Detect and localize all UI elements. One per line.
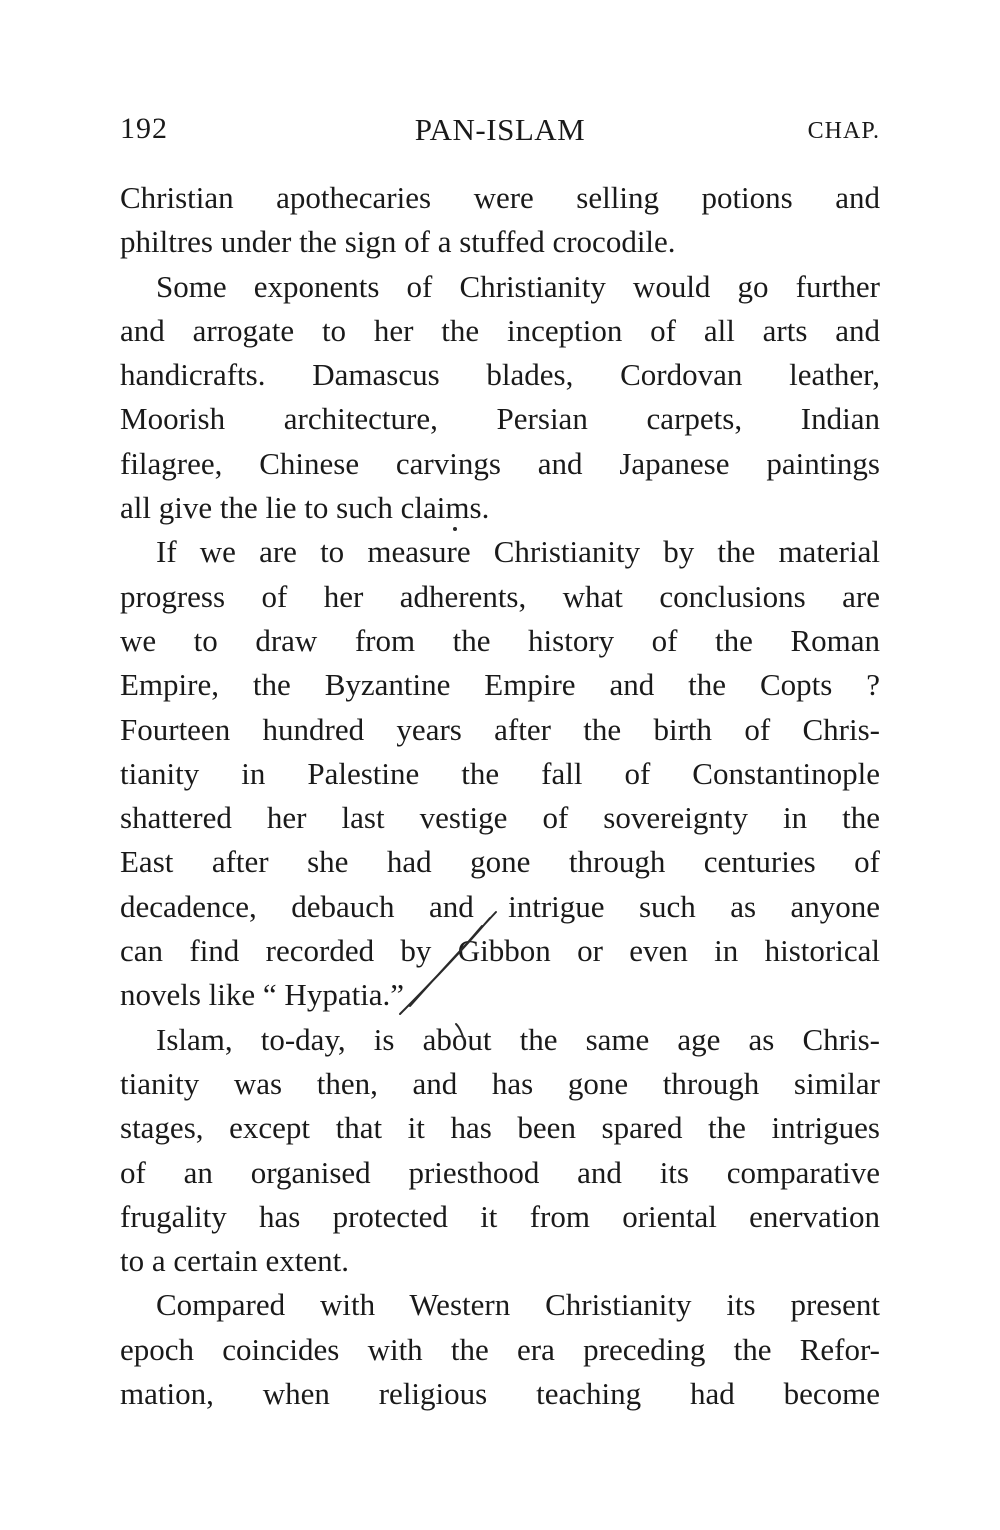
- page-number: 192: [120, 112, 168, 145]
- text-line: philtres under the sign of a stuffed crocodile.: [120, 224, 676, 260]
- page-header: [120, 112, 880, 156]
- text-line: filagree, Chinese carvings and Japanese paintings: [120, 445, 880, 481]
- text-line: Islam, to-day, is about the same age as Chris-: [156, 1021, 880, 1057]
- text-line: Christian apothecaries were selling potions and: [120, 180, 880, 215]
- text-line: Fourteen hundred years after the birth of Chris-: [120, 711, 880, 747]
- text-line: Some exponents of Christianity would go further: [156, 268, 880, 304]
- text-line: decadence, debauch and intrigue such as anyone: [120, 888, 880, 924]
- text-line: of an organised priesthood and its comparative: [120, 1154, 880, 1190]
- text-line: frugality has protected it from oriental enervation: [120, 1198, 880, 1234]
- text-line: mation, when religious teaching had become: [120, 1376, 880, 1412]
- paragraph: [120, 1018, 880, 1284]
- chapter-abbreviation: CHAP.: [807, 118, 880, 144]
- text-line: tianity was then, and has gone through similar: [120, 1065, 880, 1101]
- text-line: Moorish architecture, Persian carpets, Indian: [120, 401, 880, 437]
- text-line: all give the lie to such claims.: [120, 490, 490, 526]
- text-line: East after she had gone through centuries of: [120, 844, 880, 880]
- text-line: and arrogate to her the inception of all arts and: [120, 312, 880, 348]
- text-line: shattered her last vestige of sovereignty in the: [120, 800, 880, 836]
- text-line: handicrafts. Damascus blades, Cordovan leather,: [120, 357, 880, 393]
- paragraph: [120, 176, 880, 265]
- paragraph: [120, 530, 880, 1017]
- paragraph: [120, 265, 880, 531]
- text-line: we to draw from the history of the Roman: [120, 622, 880, 658]
- text-line: can find recorded by Gibbon or even in historical: [120, 933, 880, 969]
- text-line: tianity in Palestine the fall of Constantinople: [120, 755, 880, 791]
- text-line: progress of her adherents, what conclusions are: [120, 578, 880, 614]
- text-line: Compared with Western Christianity its present: [156, 1287, 880, 1323]
- text-line: stages, except that it has been spared the intrigues: [120, 1110, 880, 1146]
- body-text: [120, 176, 880, 1416]
- text-line: novels like “ Hypatia.”: [120, 977, 405, 1013]
- paragraph: [120, 1283, 880, 1416]
- text-line: to a certain extent.: [120, 1243, 349, 1279]
- text-line: epoch coincides with the era preceding the Refor-: [120, 1331, 880, 1367]
- text-line: If we are to measure Christianity by the material: [156, 534, 880, 570]
- running-title: PAN-ISLAM: [414, 112, 586, 147]
- text-line: Empire, the Byzantine Empire and the Copts ?: [120, 667, 880, 703]
